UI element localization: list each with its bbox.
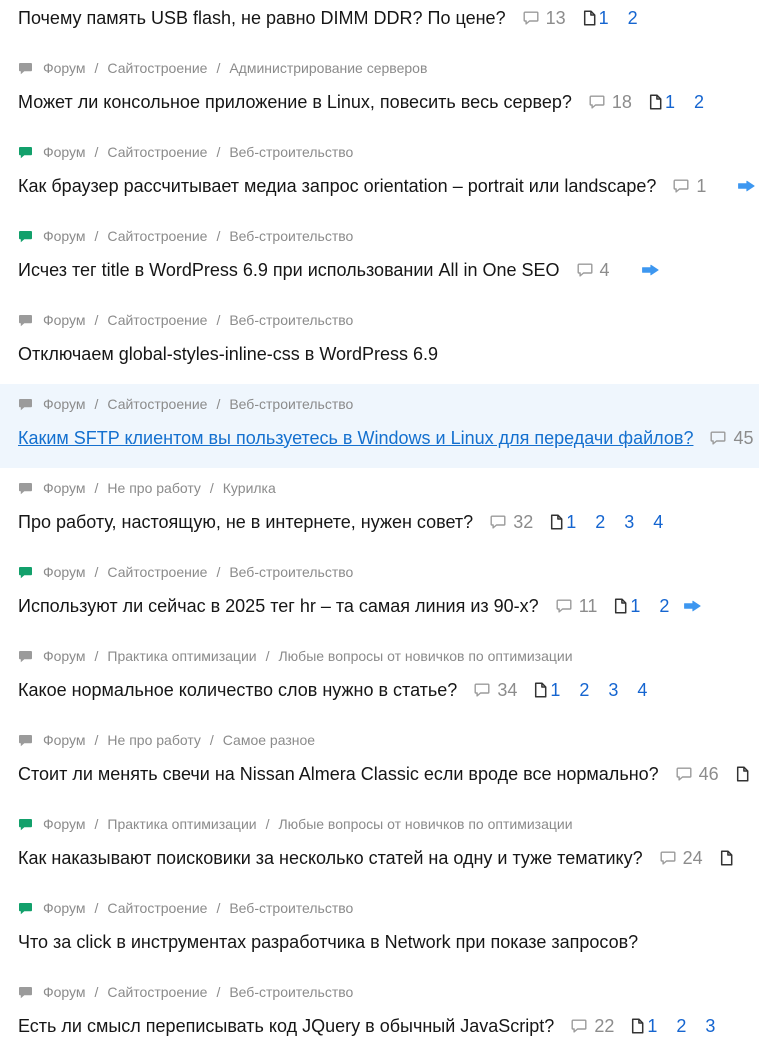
breadcrumb-separator: /	[209, 732, 214, 748]
topic-marker-icon	[18, 398, 33, 411]
topic-title-line	[18, 594, 741, 618]
comment-count: 13	[545, 7, 566, 28]
pages-group	[550, 512, 663, 533]
breadcrumb-item[interactable]: Веб-строительство	[229, 396, 354, 412]
breadcrumb-parts	[43, 396, 353, 412]
breadcrumb-item[interactable]: Любые вопросы от новичков по оптимизации	[278, 648, 573, 664]
breadcrumb-separator: /	[94, 396, 99, 412]
topic-marker-icon	[18, 482, 33, 495]
breadcrumb-item[interactable]: Форум	[43, 732, 86, 748]
page-number-link[interactable]: 1	[598, 7, 609, 28]
breadcrumb-separator: /	[94, 564, 99, 580]
pages-icon	[550, 514, 563, 530]
pages-icon	[534, 682, 547, 698]
breadcrumb-parts	[43, 312, 353, 328]
topic-title-link[interactable]: Используют ли сейчас в 2025 тег hr – та самая линия из 90-х?	[18, 595, 539, 616]
pages-group	[631, 1016, 715, 1037]
breadcrumb-item[interactable]: Форум	[43, 816, 86, 832]
page-number-link[interactable]: 2	[693, 91, 704, 112]
comment-count: 32	[513, 511, 534, 532]
breadcrumb	[18, 310, 741, 330]
topic-marker-icon	[18, 902, 33, 915]
breadcrumb-parts	[43, 144, 353, 160]
breadcrumb-separator: /	[216, 312, 221, 328]
comment-icon	[660, 851, 676, 865]
pages-icon	[583, 10, 596, 26]
page-number-link[interactable]: 4	[653, 511, 664, 532]
page-number-link[interactable]: 3	[608, 679, 619, 700]
comment-count: 45	[733, 427, 754, 448]
breadcrumb	[18, 646, 741, 666]
last-post-arrow-icon[interactable]	[642, 264, 659, 276]
breadcrumb-parts	[43, 564, 353, 580]
comment-count-group	[490, 512, 550, 533]
breadcrumb-separator: /	[216, 396, 221, 412]
breadcrumb-item[interactable]: Форум	[43, 480, 86, 496]
comment-icon	[673, 179, 689, 193]
topic-row	[0, 804, 759, 888]
topic-row	[0, 0, 759, 48]
topic-row	[0, 300, 759, 384]
topic-marker-icon	[18, 314, 33, 327]
breadcrumb-item[interactable]: Не про работу	[107, 732, 201, 748]
breadcrumb-parts	[43, 480, 276, 496]
breadcrumb-parts	[43, 984, 353, 1000]
pages-group	[583, 8, 638, 29]
breadcrumb-separator: /	[94, 816, 99, 832]
breadcrumb-separator: /	[94, 648, 99, 664]
breadcrumb-item[interactable]: Веб-строительство	[229, 312, 354, 328]
breadcrumb	[18, 394, 741, 414]
breadcrumb	[18, 982, 741, 1002]
pages-icon	[720, 850, 733, 866]
topic-title-link[interactable]: Что за click в инструментах разработчика в Network при показе запросов?	[18, 931, 639, 952]
comment-icon	[523, 11, 539, 25]
breadcrumb-item[interactable]: Любые вопросы от новичков по оптимизации	[278, 816, 573, 832]
topic-title-link[interactable]: Стоит ли менять свечи на Nissan Almera Classic если вроде все нормально?	[18, 763, 659, 784]
comment-count: 18	[611, 91, 632, 112]
breadcrumb-separator: /	[216, 228, 221, 244]
page-number-link[interactable]: 1	[566, 511, 577, 532]
breadcrumb	[18, 142, 741, 162]
breadcrumb-item[interactable]: Практика оптимизации	[107, 648, 257, 664]
comment-count: 1	[696, 175, 707, 196]
comment-icon	[571, 1019, 587, 1033]
topic-title-line	[18, 930, 741, 954]
topic-title-link[interactable]: Про работу, настоящую, не в интернете, нужен совет?	[18, 511, 474, 532]
comment-count: 4	[599, 259, 610, 280]
breadcrumb-separator: /	[94, 480, 99, 496]
pages-group	[614, 596, 669, 617]
pages-group	[736, 766, 752, 782]
topic-title-line	[18, 6, 741, 30]
pages-icon	[614, 598, 627, 614]
breadcrumb-separator: /	[216, 60, 221, 76]
breadcrumb	[18, 58, 741, 78]
breadcrumb-item[interactable]: Веб-строительство	[229, 564, 354, 580]
last-post-arrow-icon[interactable]	[684, 600, 701, 612]
breadcrumb-parts	[43, 816, 573, 832]
breadcrumb-parts	[43, 900, 353, 916]
breadcrumb	[18, 814, 741, 834]
breadcrumb-separator: /	[94, 60, 99, 76]
breadcrumb-item[interactable]: Форум	[43, 648, 86, 664]
breadcrumb-separator: /	[265, 648, 270, 664]
breadcrumb-item[interactable]: Веб-строительство	[229, 984, 354, 1000]
comment-count-group	[474, 680, 534, 701]
topic-title-line	[18, 846, 741, 870]
breadcrumb-separator: /	[94, 984, 99, 1000]
breadcrumb-item[interactable]: Сайтостроение	[107, 312, 208, 328]
breadcrumb-item[interactable]: Форум	[43, 228, 86, 244]
last-post-arrow-icon[interactable]	[738, 180, 755, 192]
breadcrumb-separator: /	[94, 228, 99, 244]
pages-group	[649, 92, 704, 113]
breadcrumb-separator: /	[209, 480, 214, 496]
topic-title-link[interactable]: Какое нормальное количество слов нужно в статье?	[18, 679, 458, 700]
breadcrumb-item[interactable]: Сайтостроение	[107, 900, 208, 916]
breadcrumb-separator: /	[216, 564, 221, 580]
topic-title-line	[18, 678, 741, 702]
breadcrumb-item[interactable]: Сайтостроение	[107, 60, 208, 76]
topic-row	[0, 552, 759, 636]
pages-icon	[736, 766, 749, 782]
comment-count: 24	[682, 847, 703, 868]
topic-title-line	[18, 426, 754, 450]
comment-icon	[490, 515, 506, 529]
comment-icon	[589, 95, 605, 109]
topic-title-link[interactable]: Может ли консольное приложение в Linux, повесить весь сервер?	[18, 91, 572, 112]
topic-title-line	[18, 90, 741, 114]
comment-icon	[474, 683, 490, 697]
topic-marker-icon	[18, 146, 33, 159]
topic-title-link[interactable]: Отключаем global-styles-inline-css в WordPress 6.9	[18, 343, 439, 364]
breadcrumb-separator: /	[216, 144, 221, 160]
breadcrumb-parts	[43, 732, 315, 748]
topic-marker-icon	[18, 566, 33, 579]
breadcrumb-item[interactable]: Форум	[43, 984, 86, 1000]
comment-count-group	[710, 428, 759, 449]
comment-count: 22	[594, 1015, 615, 1036]
breadcrumb-item[interactable]: Сайтостроение	[107, 144, 208, 160]
topic-row	[0, 972, 759, 1041]
page-number-link[interactable]: 2	[676, 1015, 687, 1036]
breadcrumb	[18, 478, 741, 498]
page-number-link[interactable]: 1	[647, 1015, 658, 1036]
breadcrumb-item[interactable]: Не про работу	[107, 480, 201, 496]
topic-row	[0, 384, 759, 468]
page-number-link[interactable]: 1	[550, 679, 561, 700]
breadcrumb-item[interactable]: Веб-строительство	[229, 900, 354, 916]
topic-marker-icon	[18, 62, 33, 75]
topic-row	[0, 132, 759, 216]
breadcrumb	[18, 898, 741, 918]
topic-title-link[interactable]: Исчез тег title в WordPress 6.9 при использовании All in One SEO	[18, 259, 560, 280]
breadcrumb-item[interactable]: Практика оптимизации	[107, 816, 257, 832]
topic-title-link[interactable]: Как браузер рассчитывает медиа запрос orientation – portrait или landscape?	[18, 175, 657, 196]
topic-title-line	[18, 510, 741, 534]
pages-icon	[631, 1018, 644, 1034]
comment-count-group	[673, 176, 723, 197]
topic-row	[0, 468, 759, 552]
topic-title-line	[18, 174, 741, 198]
breadcrumb	[18, 226, 741, 246]
pages-group	[720, 850, 736, 866]
pages-group	[534, 680, 647, 701]
page-number-link[interactable]: 2	[595, 511, 606, 532]
breadcrumb-item[interactable]: Форум	[43, 312, 86, 328]
breadcrumb-item[interactable]: Сайтостроение	[107, 564, 208, 580]
comment-icon	[556, 599, 572, 613]
breadcrumb-separator: /	[94, 900, 99, 916]
topic-title-line	[18, 762, 741, 786]
comment-icon	[577, 263, 593, 277]
topic-marker-icon	[18, 734, 33, 747]
topic-title-line	[18, 1014, 741, 1038]
breadcrumb-item[interactable]: Форум	[43, 900, 86, 916]
topic-marker-icon	[18, 230, 33, 243]
comment-count: 11	[578, 595, 598, 616]
topic-marker-icon	[18, 986, 33, 999]
topic-title-line	[18, 342, 741, 366]
breadcrumb-parts	[43, 228, 353, 244]
comment-count: 34	[497, 679, 518, 700]
comment-count-group	[660, 848, 720, 869]
page-number-link[interactable]: 2	[627, 7, 638, 28]
breadcrumb-item[interactable]: Веб-строительство	[229, 144, 354, 160]
breadcrumb-item[interactable]: Форум	[43, 396, 86, 412]
comment-count-group	[589, 92, 649, 113]
topic-title-link[interactable]: Почему память USB flash, не равно DIMM DDR? По цене?	[18, 7, 506, 28]
comment-count-group	[676, 764, 736, 785]
page-number-link[interactable]: 3	[705, 1015, 716, 1036]
topic-row	[0, 888, 759, 972]
page-number-link[interactable]: 2	[659, 595, 670, 616]
topic-row	[0, 216, 759, 300]
breadcrumb	[18, 562, 741, 582]
topic-marker-icon	[18, 818, 33, 831]
breadcrumb	[18, 730, 741, 750]
topic-title-link[interactable]: Есть ли смысл переписывать код JQuery в обычный JavaScript?	[18, 1015, 555, 1036]
comment-count-group	[556, 596, 615, 617]
topic-row	[0, 636, 759, 720]
topic-marker-icon	[18, 650, 33, 663]
comment-icon	[676, 767, 692, 781]
page-number-link[interactable]: 1	[630, 595, 641, 616]
comment-icon	[710, 431, 726, 445]
topic-title-link[interactable]: Как наказывают поисковики за несколько статей на одну и туже тематику?	[18, 847, 643, 868]
breadcrumb-item[interactable]: Курилка	[222, 480, 276, 496]
breadcrumb-separator: /	[94, 732, 99, 748]
breadcrumb-separator: /	[216, 900, 221, 916]
breadcrumb-item[interactable]: Самое разное	[222, 732, 316, 748]
page-number-link[interactable]: 3	[624, 511, 635, 532]
topic-row	[0, 48, 759, 132]
breadcrumb-separator: /	[94, 144, 99, 160]
comment-count-group	[577, 260, 627, 281]
comment-count-group	[571, 1016, 631, 1037]
page-number-link[interactable]: 2	[579, 679, 590, 700]
comment-count-group	[523, 8, 583, 29]
breadcrumb-separator: /	[265, 816, 270, 832]
topic-row	[0, 720, 759, 804]
breadcrumb-item[interactable]: Администрирование серверов	[229, 60, 428, 76]
breadcrumb-item[interactable]: Сайтостроение	[107, 396, 208, 412]
breadcrumb-separator: /	[94, 312, 99, 328]
breadcrumb-item[interactable]: Форум	[43, 144, 86, 160]
page-number-link[interactable]: 1	[664, 91, 675, 112]
breadcrumb-item[interactable]: Форум	[43, 60, 86, 76]
breadcrumb-parts	[43, 648, 573, 664]
breadcrumb-item[interactable]: Форум	[43, 564, 86, 580]
breadcrumb-separator: /	[216, 984, 221, 1000]
comment-count: 46	[698, 763, 719, 784]
topic-title-line	[18, 258, 741, 282]
breadcrumb-item[interactable]: Сайтостроение	[107, 228, 208, 244]
pages-icon	[649, 94, 662, 110]
page-number-link[interactable]: 4	[637, 679, 648, 700]
breadcrumb-item[interactable]: Сайтостроение	[107, 984, 208, 1000]
breadcrumb-parts	[43, 60, 427, 76]
topic-title-link[interactable]: Каким SFTP клиентом вы пользуетесь в Windows и Linux для передачи файлов?	[18, 427, 694, 448]
breadcrumb-item[interactable]: Веб-строительство	[229, 228, 354, 244]
